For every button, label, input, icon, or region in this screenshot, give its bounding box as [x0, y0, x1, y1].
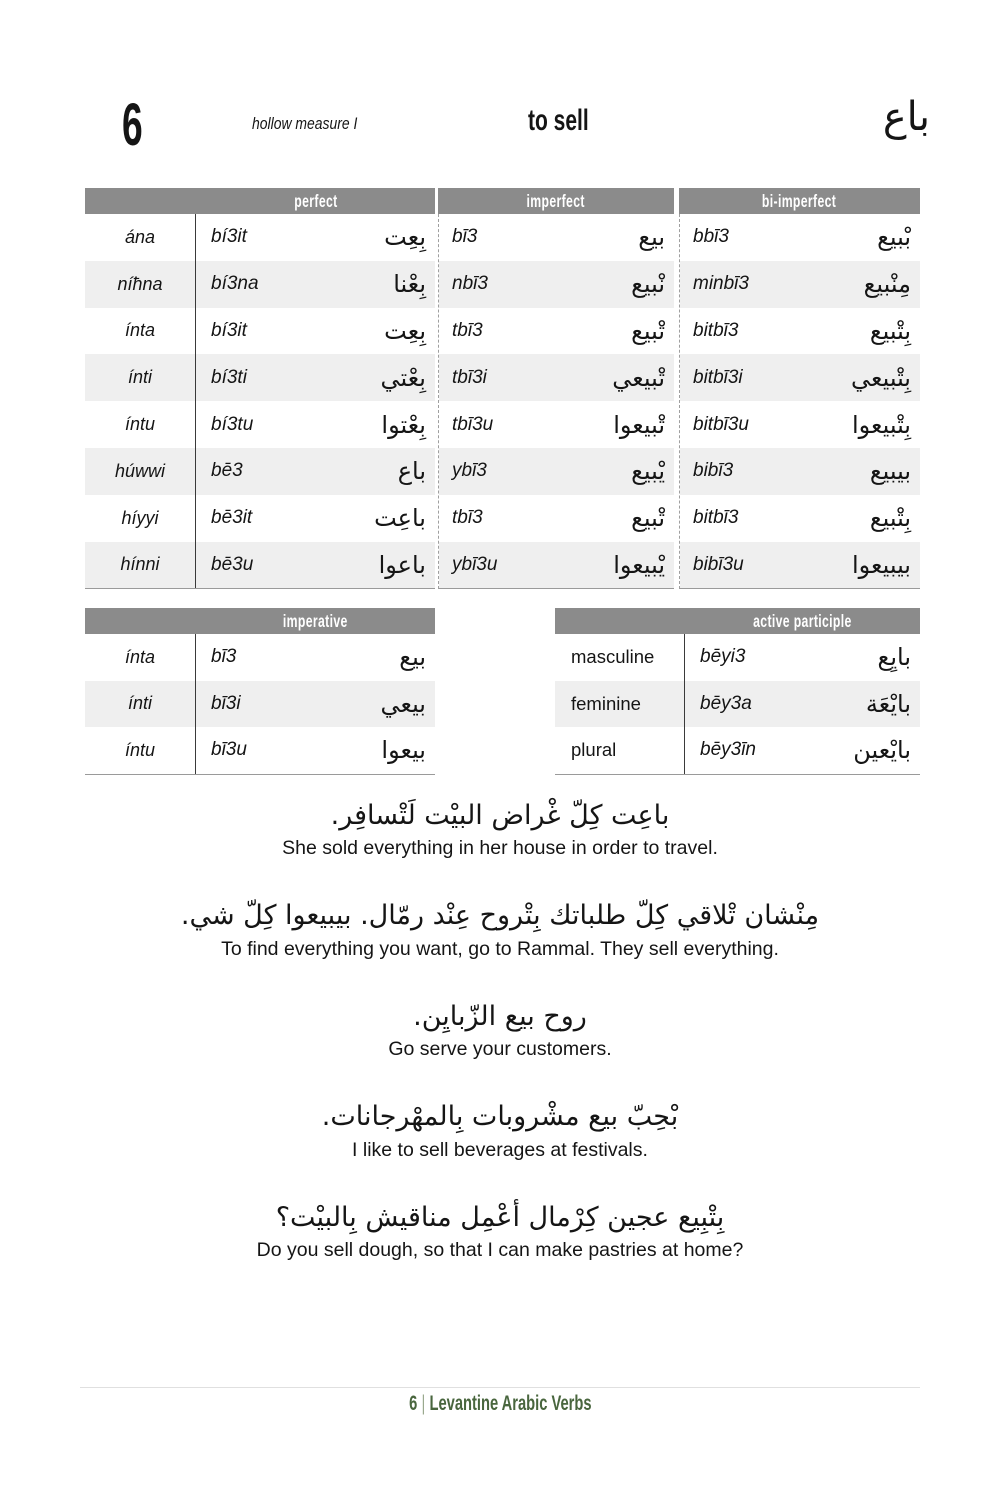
table-row: [439, 354, 674, 401]
example-sentence: [0, 999, 1000, 1061]
imperative-table: [85, 608, 435, 775]
arabic-cell: بْبيع: [877, 223, 911, 252]
table-row: [85, 261, 435, 308]
arabic-cell: باعوا: [378, 550, 426, 579]
transliteration-cell: tbī3u: [452, 413, 494, 435]
verb-title-english-text: to sell: [527, 104, 589, 137]
example-english: Go serve your customers.: [388, 1038, 612, 1061]
table-row: [680, 495, 920, 542]
table-row: [680, 354, 920, 401]
table-row: [85, 681, 435, 728]
active-participle-table-rows: [555, 634, 920, 775]
table-row: [439, 401, 674, 448]
example-sentence: [0, 898, 1000, 960]
example-arabic: باعِت كِلّ غْراض البيْت لَتْسافِر.: [330, 800, 670, 831]
transliteration-cell: bbī3: [693, 226, 729, 248]
example-sentence: [0, 798, 1000, 860]
table-row: [85, 214, 435, 261]
arabic-cell: بِتْبيعي: [851, 363, 911, 392]
arabic-cell: بيع: [399, 643, 426, 672]
bi-imperfect-table: [679, 188, 920, 589]
table-row: [85, 634, 435, 681]
transliteration-cell: bí3it: [211, 226, 247, 248]
gender-label-cell: masculine: [555, 634, 685, 681]
pronoun-cell: ána: [85, 214, 196, 261]
example-sentences: [0, 798, 1000, 1300]
arabic-cell: باعِت: [374, 504, 426, 533]
pronoun-cell: húwwi: [85, 448, 196, 495]
table-row: [555, 681, 920, 728]
footer-separator: |: [421, 1392, 425, 1415]
transliteration-cell: bibī3u: [693, 553, 744, 575]
table-row: [439, 214, 674, 261]
bi-imperfect-table-rows: [679, 214, 920, 589]
arabic-cell: يْبيعوا: [613, 550, 665, 579]
transliteration-cell: bī3: [452, 226, 478, 248]
transliteration-cell: minbī3: [693, 273, 749, 295]
footer-book-title: Levantine Arabic Verbs: [429, 1392, 592, 1415]
arabic-cell: بايْعَة: [865, 689, 911, 718]
transliteration-cell: bē3: [211, 460, 243, 482]
pronoun-cell: íntu: [85, 727, 196, 774]
perfect-table-rows: [85, 214, 435, 589]
transliteration-cell: nbī3: [452, 273, 488, 295]
pronoun-cell: hínni: [85, 542, 196, 589]
arabic-cell: بايْعين: [853, 736, 911, 765]
transliteration-cell: bēyi3: [700, 646, 746, 668]
bi-imperfect-table-header-label: bi-imperfect: [762, 190, 837, 211]
example-arabic: مِنْشان تْلاقي كِلّ طلباتك بِتْروح عِنْد رمّال. بيبيعوا كِلّ شي.: [180, 900, 820, 932]
arabic-cell: تْبيع: [631, 316, 665, 345]
footer-page-number: 6: [408, 1392, 417, 1415]
table-row: [439, 261, 674, 308]
transliteration-cell: tbī3: [452, 507, 483, 529]
transliteration-cell: bēy3a: [700, 692, 752, 714]
footer-text: [409, 1392, 591, 1416]
verb-title-arabic: باع: [882, 94, 930, 140]
table-row: [85, 448, 435, 495]
table-row: [439, 448, 674, 495]
pronoun-cell: híyyi: [85, 495, 196, 542]
table-row: [85, 495, 435, 542]
measure-label-text: hollow measure I: [252, 114, 358, 133]
table-row: [439, 542, 674, 589]
arabic-cell: بِعْتي: [380, 363, 426, 392]
pronoun-cell: ínti: [85, 354, 196, 401]
perfect-table: [85, 188, 435, 589]
transliteration-cell: bibī3: [693, 460, 734, 482]
table-row: [680, 542, 920, 589]
gender-label-cell: feminine: [555, 681, 685, 728]
transliteration-cell: bī3u: [211, 739, 247, 761]
example-arabic: بِتْبِيع عجين كِرْمال أعْمِل مناقيش بِالبيْت؟: [275, 1201, 725, 1233]
example-english: I like to sell beverages at festivals.: [352, 1138, 648, 1161]
transliteration-cell: ybī3: [452, 460, 487, 482]
table-row: [680, 448, 920, 495]
pronoun-cell: ínti: [85, 681, 196, 728]
transliteration-cell: bí3it: [211, 319, 247, 341]
arabic-cell: بيع: [638, 223, 665, 252]
pronoun-cell: níħna: [85, 261, 196, 308]
imperative-table-header-label: imperative: [283, 610, 348, 631]
arabic-cell: بيبيعوا: [851, 550, 911, 579]
page-footer: [0, 1392, 1000, 1416]
transliteration-cell: bitbī3: [693, 319, 739, 341]
arabic-cell: بِعِت: [384, 316, 426, 345]
arabic-cell: تْبيعي: [612, 363, 665, 392]
measure-label: [252, 114, 381, 134]
arabic-cell: بيبيع: [869, 457, 911, 486]
active-participle-table-header-label: active participle: [753, 610, 852, 631]
active-participle-table-header: [555, 608, 920, 634]
transliteration-cell: tbī3i: [452, 366, 487, 388]
bi-imperfect-table-header: [679, 188, 920, 214]
transliteration-cell: bí3na: [211, 273, 259, 295]
transliteration-cell: bitbī3i: [693, 366, 743, 388]
table-row: [85, 727, 435, 774]
footer-divider: [80, 1387, 920, 1388]
transliteration-cell: bēy3īn: [700, 739, 756, 761]
table-row: [439, 308, 674, 355]
arabic-cell: تْبيع: [631, 504, 665, 533]
table-row: [85, 354, 435, 401]
perfect-table-header: [85, 188, 435, 214]
active-participle-table: [555, 608, 920, 775]
example-arabic: بْحِبّ بيع مشْروبات بِالمهْرجانات.: [321, 1101, 679, 1133]
transliteration-cell: bī3: [211, 646, 237, 668]
table-row: [85, 308, 435, 355]
arabic-cell: بِتْبيع: [869, 504, 911, 533]
arabic-cell: بيعي: [380, 689, 426, 718]
imperative-table-rows: [85, 634, 435, 775]
arabic-cell: يْبيع: [631, 457, 665, 486]
table-row: [555, 727, 920, 774]
example-sentence: [0, 1099, 1000, 1161]
imperfect-table-header: [438, 188, 674, 214]
arabic-cell: بِعْنا: [393, 270, 426, 299]
table-row: [85, 401, 435, 448]
transliteration-cell: bī3i: [211, 692, 241, 714]
table-row: [555, 634, 920, 681]
imperfect-table: [438, 188, 674, 589]
transliteration-cell: tbī3: [452, 319, 483, 341]
transliteration-cell: bē3u: [211, 553, 254, 575]
lesson-number: [122, 90, 154, 159]
arabic-cell: نْبيع: [631, 270, 665, 299]
table-row: [680, 308, 920, 355]
arabic-cell: بِعِت: [384, 223, 426, 252]
table-row: [439, 495, 674, 542]
arabic-cell: بِتْبيعوا: [851, 410, 911, 439]
example-english: She sold everything in her house in order to travel.: [282, 837, 718, 860]
transliteration-cell: bitbī3: [693, 507, 739, 529]
arabic-cell: تْبيعوا: [613, 410, 665, 439]
pronoun-cell: íntu: [85, 401, 196, 448]
transliteration-cell: bí3ti: [211, 366, 247, 388]
example-arabic: روح بيع الزّبايِن.: [413, 1000, 587, 1032]
arabic-cell: بايِع: [877, 643, 911, 672]
table-row: [680, 401, 920, 448]
pronoun-cell: ínta: [85, 634, 196, 681]
transliteration-cell: bí3tu: [211, 413, 254, 435]
perfect-table-header-label: perfect: [293, 190, 338, 211]
table-row: [680, 214, 920, 261]
table-row: [680, 261, 920, 308]
imperfect-table-rows: [438, 214, 674, 589]
verb-title-english: [458, 104, 658, 138]
arabic-cell: بيعوا: [381, 736, 426, 765]
pronoun-cell: ínta: [85, 308, 196, 355]
example-english: To find everything you want, go to Rammal. They sell everything.: [221, 937, 779, 960]
example-english: Do you sell dough, so that I can make pastries at home?: [256, 1239, 744, 1262]
arabic-cell: مِنْبيع: [863, 270, 911, 299]
example-sentence: [0, 1200, 1000, 1262]
imperative-table-header: [85, 608, 435, 634]
arabic-cell: باع: [397, 457, 426, 486]
gender-label-cell: plural: [555, 727, 685, 774]
transliteration-cell: bitbī3u: [693, 413, 749, 435]
arabic-cell: بِتْبيع: [869, 316, 911, 345]
transliteration-cell: ybī3u: [452, 553, 498, 575]
imperfect-table-header-label: imperfect: [526, 190, 586, 211]
lesson-number-text: 6: [122, 91, 143, 158]
table-row: [85, 542, 435, 589]
arabic-cell: بِعْتوا: [381, 410, 426, 439]
transliteration-cell: bē3it: [211, 507, 253, 529]
